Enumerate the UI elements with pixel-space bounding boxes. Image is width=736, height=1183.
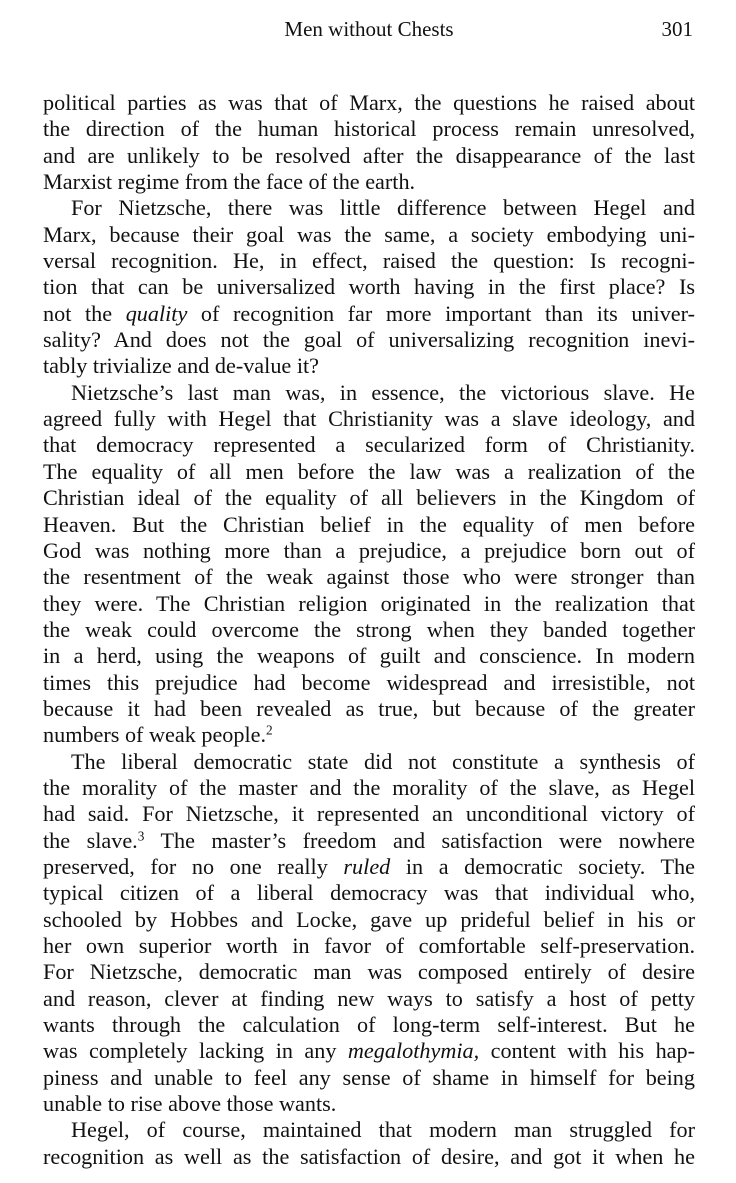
paragraph: [43, 1117, 695, 1170]
text-line: [43, 301, 695, 327]
text-line: [43, 1038, 695, 1064]
text-run: in a herd, using the weapons of guilt and conscience. In modern: [43, 643, 695, 669]
paragraph: [43, 90, 695, 195]
text-line: [43, 274, 695, 300]
footnote-marker: 3: [137, 827, 145, 843]
text-line: [43, 933, 695, 959]
text-run: versal recognition. He, in effect, raised the question: Is recogni-: [43, 248, 695, 274]
text-run: in a democratic society. The: [390, 853, 695, 879]
body-text: [43, 90, 695, 1170]
text-run: was completely lacking in any: [43, 1038, 348, 1064]
text-run: Marx, because their goal was the same, a society embodying uni-: [43, 221, 695, 247]
text-run: sality? And does not the goal of universalizing recognition inevi-: [43, 327, 695, 353]
text-line: [43, 591, 695, 617]
text-run: The equality of all men before the law was a realization of the: [43, 458, 695, 484]
text-run: typical citizen of a liberal democracy was that individual who,: [43, 880, 695, 906]
text-line: [43, 643, 695, 669]
text-run: schooled by Hobbes and Locke, gave up prideful belief in his or: [43, 906, 695, 932]
text-line: [43, 327, 695, 353]
text-line: [43, 1091, 695, 1117]
text-run: her own superior worth in favor of comfortable self-preservation.: [43, 933, 695, 958]
text-line: [43, 907, 695, 933]
page-number: 301: [661, 17, 693, 41]
text-line: [43, 1065, 695, 1091]
text-run: agreed fully with Hegel that Christianity was a slave ideology, and: [43, 406, 695, 432]
text-run: of recognition far more important than its univer-: [187, 300, 695, 326]
text-run: the direction of the human historical process remain unresolved,: [43, 116, 695, 142]
text-run: tably trivialize and de-value it?: [43, 353, 319, 379]
text-run: tion that can be universalized worth having in the first place? Is: [43, 274, 695, 300]
text-run: because it had been revealed as true, but because of the greater: [43, 695, 695, 721]
text-run: wants through the calculation of long-term self-interest. But he: [43, 1012, 695, 1038]
text-run: political parties as was that of Marx, the questions he raised about: [43, 90, 695, 115]
text-line: [43, 617, 695, 643]
text-line: [43, 116, 695, 142]
text-run: The liberal democratic state did not constitute a synthesis of: [71, 748, 695, 774]
text-line: [43, 195, 695, 221]
text-run: For Nietzsche, democratic man was composed entirely of desire: [43, 959, 695, 985]
text-run: that democracy represented a secularized form of Christianity.: [43, 432, 695, 458]
text-line: [43, 353, 695, 379]
text-line: [43, 880, 695, 906]
text-line: [43, 248, 695, 274]
text-line: [43, 1012, 695, 1038]
text-line: [43, 406, 695, 432]
text-run: Hegel, of course, maintained that modern man struggled for: [71, 1117, 695, 1143]
text-line: [43, 1144, 695, 1170]
text-line: [43, 380, 695, 406]
text-line: [43, 722, 695, 748]
text-run: numbers of weak people.: [43, 722, 267, 748]
text-run: the slave.: [43, 827, 138, 853]
text-run: Nietzsche’s last man was, in essence, the victorious slave. He: [71, 379, 695, 405]
text-run: and are unlikely to be resolved after the disappearance of the last: [43, 142, 695, 168]
text-line: [43, 749, 695, 775]
text-run: God was nothing more than a prejudice, a prejudice born out of: [43, 537, 695, 563]
text-line: [43, 986, 695, 1012]
text-run: had said. For Nietzsche, it represented an unconditional victory of: [43, 801, 695, 827]
text-run: not the: [43, 300, 126, 326]
text-line: [43, 485, 695, 511]
text-line: [43, 512, 695, 538]
text-line: [43, 959, 695, 985]
text-run: they were. The Christian religion originated in the realization that: [43, 590, 695, 616]
text-line: [43, 143, 695, 169]
text-line: [43, 432, 695, 458]
text-line: [43, 459, 695, 485]
running-head: [43, 14, 695, 44]
text-run: preserved, for no one really: [43, 853, 344, 879]
italic-text-run: quality: [125, 300, 188, 326]
text-line: [43, 670, 695, 696]
text-line: [43, 828, 695, 854]
italic-text-run: megalothymia,: [347, 1038, 480, 1064]
text-line: [43, 854, 695, 880]
text-line: [43, 222, 695, 248]
text-run: recognition as well as the satisfaction of desire, and got it when he: [43, 1143, 695, 1169]
footnote-marker: 2: [266, 722, 273, 738]
text-run: For Nietzsche, there was little difference between Hegel and: [71, 195, 695, 221]
text-line: [43, 1117, 695, 1143]
text-run: piness and unable to feel any sense of shame in himself for being: [43, 1064, 695, 1090]
text-line: [43, 90, 695, 116]
paragraph: [43, 380, 695, 749]
text-run: Marxist regime from the face of the earth.: [43, 169, 416, 195]
book-page: [43, 14, 695, 1170]
text-line: [43, 538, 695, 564]
text-line: [43, 564, 695, 590]
text-run: and reason, clever at finding new ways to satisfy a host of petty: [43, 985, 695, 1011]
text-line: [43, 169, 695, 195]
text-run: the weak could overcome the strong when they banded together: [43, 616, 695, 642]
paragraph: [43, 749, 695, 1118]
text-run: The master’s freedom and satisfaction were nowhere: [144, 827, 695, 853]
text-run: times this prejudice had become widespread and irresistible, not: [43, 669, 695, 695]
text-line: [43, 696, 695, 722]
text-run: Heaven. But the Christian belief in the equality of men before: [43, 511, 695, 537]
text-run: unable to rise above those wants.: [43, 1091, 337, 1117]
italic-text-run: ruled: [343, 853, 391, 879]
text-run: the resentment of the weak against those who were stronger than: [43, 564, 695, 590]
text-run: content with his hap-: [479, 1038, 695, 1064]
text-run: Christian ideal of the equality of all believers in the Kingdom of: [43, 485, 695, 511]
text-line: [43, 775, 695, 801]
text-line: [43, 801, 695, 827]
text-run: the morality of the master and the morality of the slave, as Hegel: [43, 774, 695, 800]
paragraph: [43, 195, 695, 379]
running-title: Men without Chests: [284, 17, 454, 41]
